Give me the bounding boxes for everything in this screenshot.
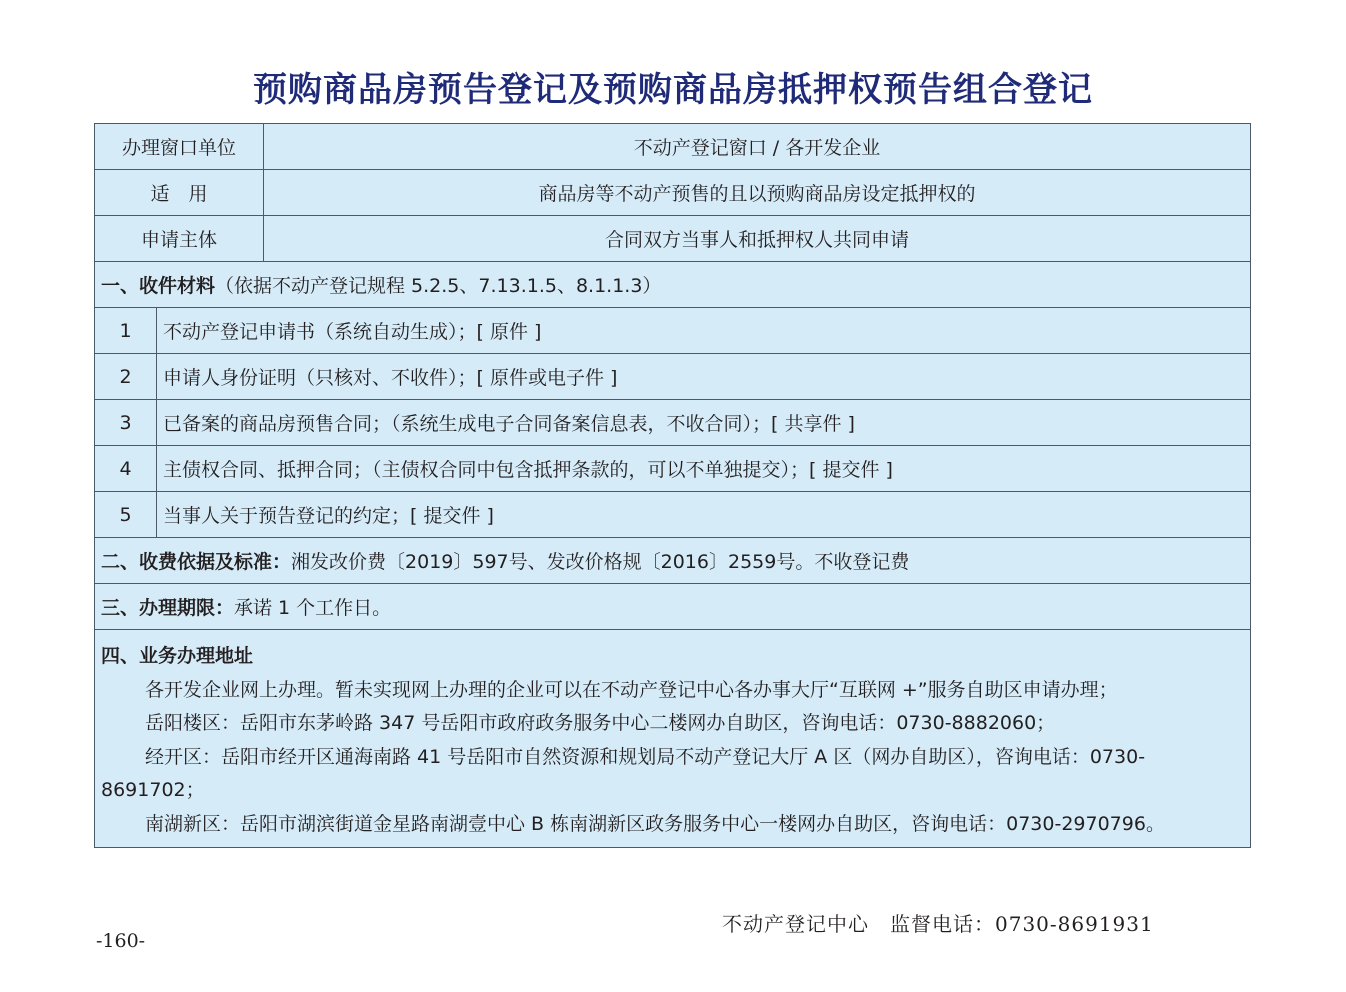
row-label: 适 用: [95, 170, 264, 215]
material-item: [95, 308, 1250, 354]
section-heading: 四、业务办理地址: [101, 645, 254, 667]
row-value: 合同双方当事人和抵押权人共同申请: [604, 229, 909, 251]
address-section: [95, 630, 1250, 847]
period-row: [95, 584, 1250, 630]
page-number: -160-: [96, 930, 146, 952]
item-text: 已备案的商品房预售合同；（系统生成电子合同备案信息表，不收合同）；[ 共享件 ]: [163, 413, 855, 435]
item-text: 当事人关于预告登记的约定；[ 提交件 ]: [163, 505, 494, 527]
row-label: 办理窗口单位: [95, 124, 264, 169]
item-number: 2: [95, 354, 157, 399]
procedure-table: [94, 123, 1251, 848]
info-row-scope: [95, 170, 1250, 216]
address-line: 南湖新区：岳阳市湖滨街道金星路南湖壹中心 B 栋南湖新区政务服务中心一楼网办自助区，咨询电话：0730-2970796。: [145, 812, 1165, 835]
section-heading: 三、办理期限：: [101, 597, 235, 619]
item-text: 主债权合同、抵押合同；（主债权合同中包含抵押条款的，可以不单独提交）；[ 提交件 ]: [163, 459, 893, 481]
section-heading: 二、收费依据及标准：: [101, 551, 292, 573]
materials-basis: （依据不动产登记规程 5.2.5、7.13.1.5、8.1.1.3）: [215, 275, 662, 297]
material-item: [95, 354, 1250, 400]
info-row-applicant: [95, 216, 1250, 262]
item-text: 不动产登记申请书（系统自动生成）；[ 原件 ]: [163, 321, 542, 343]
info-row-window: [95, 124, 1250, 170]
address-line: 经开区：岳阳市经开区通海南路 41 号岳阳市自然资源和规划局不动产登记大厅 A 区（网办自助区），咨询电话：0730-8691702；: [101, 745, 1146, 801]
material-item: [95, 400, 1250, 446]
row-label: 申请主体: [95, 216, 264, 261]
materials-heading: [95, 262, 1250, 308]
fees-text: 湘发改价费〔2019〕597号、发改价格规〔2016〕2559号。不收登记费: [291, 551, 910, 573]
row-value: 不动产登记窗口 / 各开发企业: [633, 137, 881, 159]
material-item: [95, 446, 1250, 492]
item-number: 5: [95, 492, 157, 537]
row-value: 商品房等不动产预售的且以预购商品房设定抵押权的: [538, 183, 976, 205]
fees-row: [95, 538, 1250, 584]
item-number: 1: [95, 308, 157, 353]
material-item: [95, 492, 1250, 538]
item-text: 申请人身份证明（只核对、不收件）；[ 原件或电子件 ]: [163, 367, 618, 389]
address-line: 岳阳楼区：岳阳市东茅岭路 347 号岳阳市政府政务服务中心二楼网办自助区，咨询电话：0730-8882060；: [145, 712, 1056, 734]
footer-hotline: 不动产登记中心 监督电话：0730-8691931: [722, 912, 1154, 936]
section-heading: 一、收件材料: [101, 275, 216, 297]
page-title: 预购商品房预告登记及预购商品房抵押权预告组合登记: [253, 70, 1093, 110]
period-text: 承诺 1 个工作日。: [234, 597, 392, 619]
item-number: 4: [95, 446, 157, 491]
item-number: 3: [95, 400, 157, 445]
address-line: 各开发企业网上办理。暂未实现网上办理的企业可以在不动产登记中心各办事大厅“互联网 +”服务自助区申请办理；: [145, 678, 1118, 701]
